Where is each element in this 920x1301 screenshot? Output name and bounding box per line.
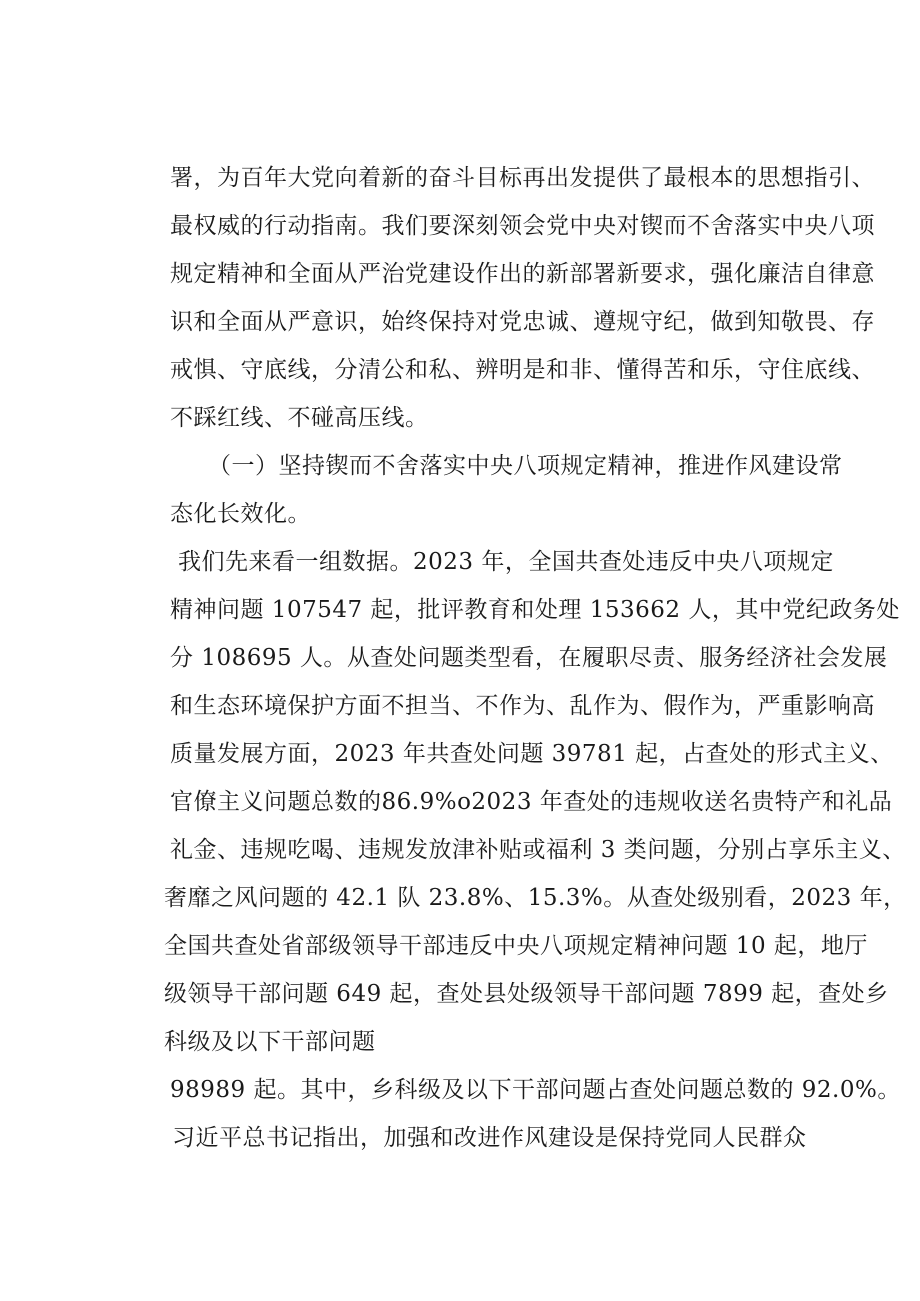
text-line: 科级及以下干部问题 [164,1029,376,1055]
text-line: 戒惧、守底线，分清公和私、辨明是和非、懂得苦和乐，守住底线、 [170,357,875,383]
text-line: 精神问题 107547 起，批评教育和处理 153662 人，其中党纪政务处 [170,597,900,623]
text-line: 我们先来看一组数据。2023 年，全国共查处违反中央八项规定 [178,549,834,575]
text-line: 态化长效化。 [170,501,311,527]
paragraph-quote [172,1114,830,1162]
text-line: 级领导干部问题 649 起，查处县处级领导干部问题 7899 起，查处乡 [164,981,889,1007]
text-line: 不踩红线、不碰高压线。 [170,405,429,431]
text-line: 质量发展方面，2023 年共查处问题 39781 起，占查处的形式主义、 [170,741,894,767]
paragraph-data-continued [170,1066,901,1114]
text-line: 分 108695 人。从查处问题类型看，在履职尽责、服务经济社会发展 [170,645,888,671]
text-line: 全国共查处省部级领导干部违反中央八项规定精神问题 10 起，地厅 [164,933,868,959]
text-line: 习近平总书记指出，加强和改进作风建设是保持党同人民群众 [172,1125,807,1151]
text-line: 识和全面从严意识，始终保持对党忠诚、遵规守纪，做到知敬畏、存 [170,309,875,335]
paragraph-intro [170,154,875,442]
text-line: 官僚主义问题总数的86.9%o2023 年查处的违规收送名贵特产和礼品 [170,789,893,815]
text-line: 和生态环境保护方面不担当、不作为、乱作为、假作为，严重影响高 [170,693,875,719]
text-line: 奢靡之风问题的 42.1 队 23.8%、15.3%。从查处级别看，2023 年， [164,885,907,911]
text-line: （一）坚持锲而不舍落实中央八项规定精神，推进作风建设常 [208,453,843,479]
text-line: 署，为百年大党向着新的奋斗目标再出发提供了最根本的思想指引、 [170,165,875,191]
section-heading [170,442,843,538]
text-line: 最权威的行动指南。我们要深刻领会党中央对锲而不舍落实中央八项 [170,213,875,239]
paragraph-data [164,538,907,1066]
text-line: 礼金、违规吃喝、违规发放津补贴或福利 3 类问题，分别占享乐主义、 [170,837,906,863]
document-body [164,154,907,1162]
text-line: 98989 起。其中，乡科级及以下干部问题占查处问题总数的 92.0%。 [170,1077,901,1103]
text-line: 规定精神和全面从严治党建设作出的新部署新要求，强化廉洁自律意 [170,261,875,287]
